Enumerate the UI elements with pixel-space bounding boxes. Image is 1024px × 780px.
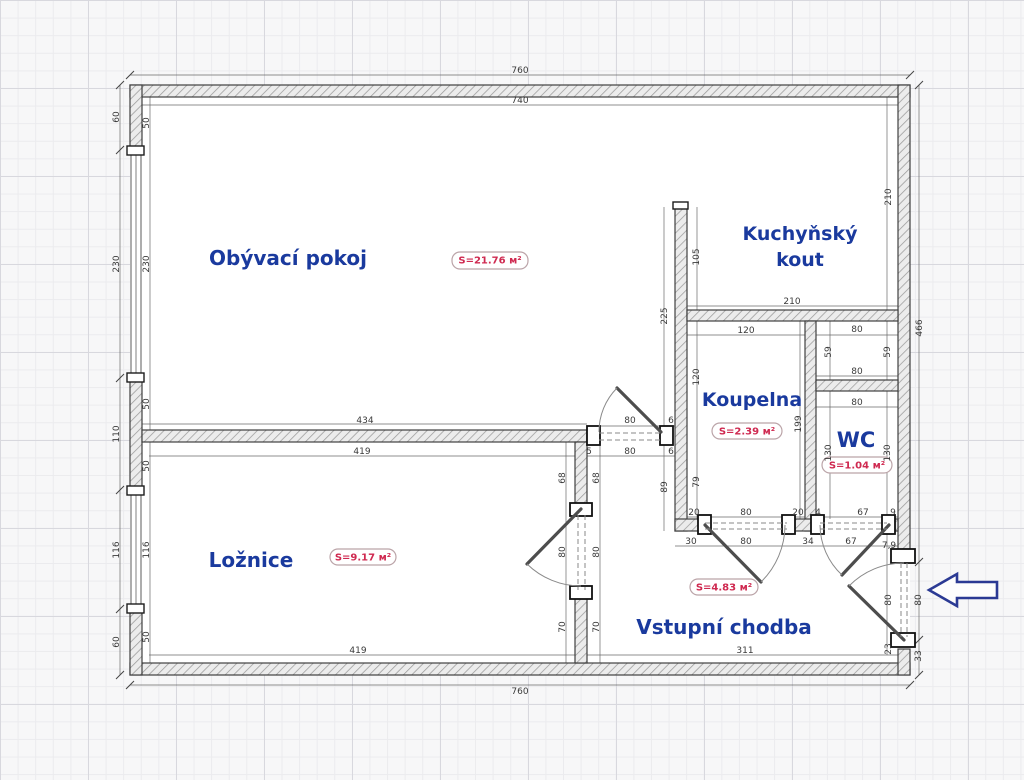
dim-label: 50 bbox=[142, 631, 152, 643]
dim-label: 60 bbox=[112, 111, 122, 123]
room-label-bedroom: Ložnice bbox=[208, 548, 294, 572]
dim-label: 80 bbox=[884, 594, 894, 606]
dim-label: 4 bbox=[815, 508, 821, 518]
dim-label: 116 bbox=[142, 541, 152, 559]
dim-label: 225 bbox=[660, 307, 670, 325]
wall-end-cap bbox=[673, 202, 688, 209]
dim-label: 466 bbox=[915, 319, 925, 337]
area-badge-bathroom: S=2.39 м² bbox=[718, 426, 776, 438]
dim-label: 80 bbox=[624, 447, 636, 457]
entrance-arrow-left-icon bbox=[929, 574, 997, 606]
dim-label: 68 bbox=[558, 472, 568, 484]
dim-label: 70 bbox=[558, 621, 568, 633]
area-badge-bedroom: S=9.17 м² bbox=[334, 552, 392, 564]
dim-label: 6 bbox=[668, 447, 674, 457]
dim-label: 9 bbox=[890, 508, 896, 518]
dim-label: 230 bbox=[112, 255, 122, 273]
dim-label: 50 bbox=[142, 117, 152, 129]
building-footprint bbox=[130, 85, 910, 675]
dim-label: 210 bbox=[783, 297, 801, 307]
dim-label: 120 bbox=[692, 368, 702, 386]
dim-label: 419 bbox=[353, 447, 371, 457]
area-badge-living: S=21.76 м² bbox=[458, 255, 522, 267]
dim-label: 80 bbox=[740, 537, 752, 547]
dim-label: 79 bbox=[692, 476, 702, 488]
dim-label: 23 bbox=[884, 643, 894, 655]
dim-label: 50 bbox=[142, 460, 152, 472]
dim-label: 50 bbox=[142, 398, 152, 410]
room-label-wc: WC bbox=[836, 428, 876, 452]
room-label-kitchen-line1: Kuchyňský bbox=[742, 223, 858, 245]
dim-label: 80 bbox=[851, 325, 863, 335]
dim-label: 80 bbox=[592, 546, 602, 558]
dim-label: 67 bbox=[845, 537, 857, 547]
dim-label: 760 bbox=[511, 66, 529, 76]
dim-label: 70 bbox=[592, 621, 602, 633]
dim-label: 210 bbox=[884, 188, 894, 206]
dim-label: 59 bbox=[824, 346, 834, 358]
dim-label: 33 bbox=[914, 650, 924, 662]
dim-label: 20 bbox=[792, 508, 804, 518]
dim-label: 34 bbox=[802, 537, 814, 547]
room-label-bathroom: Koupelna bbox=[701, 389, 803, 411]
dim-label: 434 bbox=[356, 416, 374, 426]
dim-label: 89 bbox=[660, 481, 670, 493]
dim-label: 59 bbox=[883, 346, 893, 358]
dim-label: 68 bbox=[592, 472, 602, 484]
dim-label: 120 bbox=[737, 326, 755, 336]
dim-label: 740 bbox=[511, 96, 529, 106]
dim-label: 419 bbox=[349, 646, 367, 656]
dim-label: 7,9 bbox=[881, 541, 897, 551]
dim-label: 199 bbox=[794, 415, 804, 433]
dim-label: 116 bbox=[112, 541, 122, 559]
dim-label: 760 bbox=[511, 687, 529, 697]
dim-label: 80 bbox=[740, 508, 752, 518]
dim-label: 110 bbox=[112, 425, 122, 443]
area-badge-wc: S=1.04 м² bbox=[828, 460, 886, 472]
dim-label: 105 bbox=[692, 248, 702, 266]
dim-label: 130 bbox=[824, 444, 834, 462]
room-label-kitchen-line2: kout bbox=[776, 249, 824, 271]
dim-label: 80 bbox=[624, 416, 636, 426]
room-label-hall: Vstupní chodba bbox=[636, 615, 812, 639]
dim-label: 80 bbox=[851, 398, 863, 408]
room-label-living: Obývací pokoj bbox=[209, 246, 367, 270]
dim-label: 6 bbox=[668, 416, 674, 426]
dim-label: 80 bbox=[558, 546, 568, 558]
dim-label: 80 bbox=[851, 367, 863, 377]
dim-label: 67 bbox=[857, 508, 869, 518]
area-badge-hall: S=4.83 м² bbox=[695, 582, 753, 594]
dim-label: 60 bbox=[112, 636, 122, 648]
dim-label: 230 bbox=[142, 255, 152, 273]
dim-label: 311 bbox=[736, 646, 754, 656]
dim-label: 130 bbox=[883, 444, 893, 462]
dim-label: 20 bbox=[688, 508, 700, 518]
dim-label: 5 bbox=[586, 447, 592, 457]
dim-label: 80 bbox=[914, 594, 924, 606]
dim-label: 30 bbox=[685, 537, 697, 547]
